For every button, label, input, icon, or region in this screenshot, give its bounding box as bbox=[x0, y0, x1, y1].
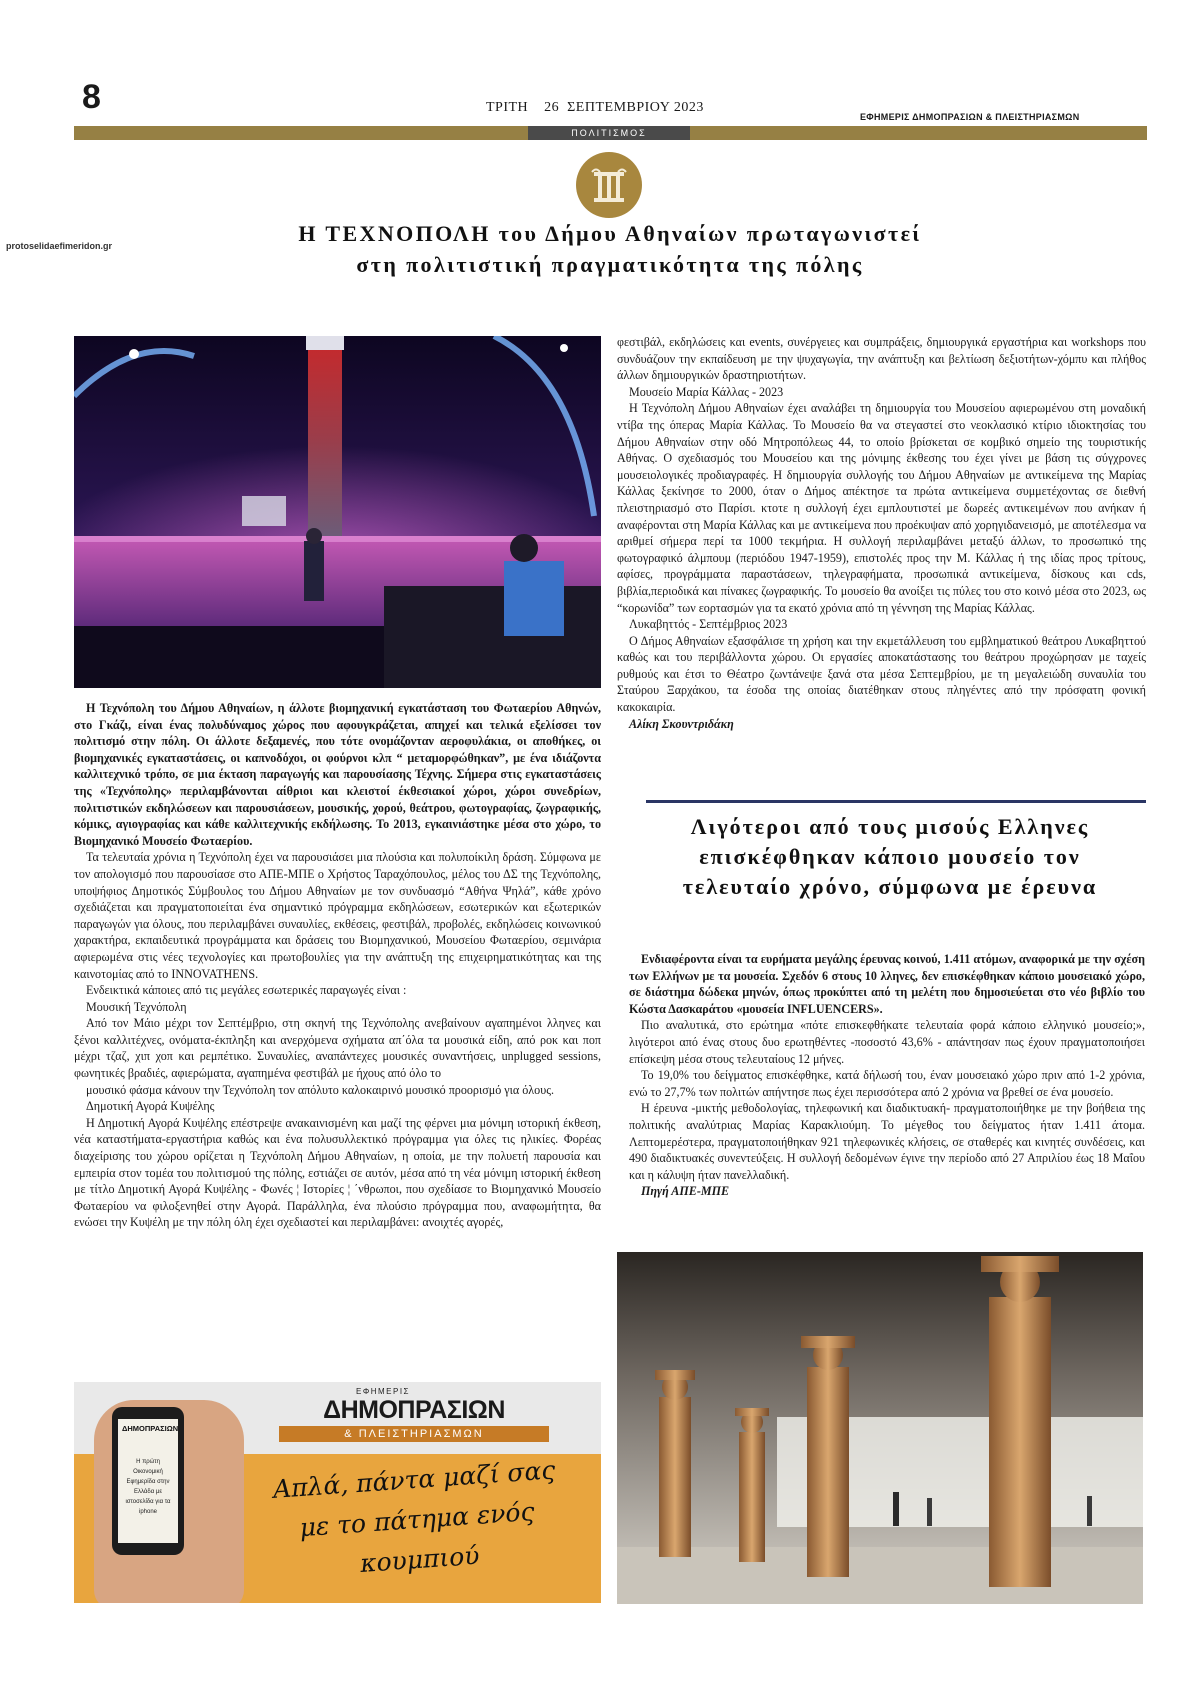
ad-label: ΕΦΗΜΕΡΙΣ bbox=[356, 1387, 410, 1396]
paragraph: Ο Δήμος Αθηναίων εξασφάλισε τη χρήση και την εκμετάλλευση του εμβληματικού θεάτρου Λυκαβηττού καθώς και του περιβάλλοντα χώρου. Οι εργασίες αποκατάστασης του θεάτρου προχώρησαν με ταχείς ρυθμούς και έτσι το Θέατρο ζωντάνεψε ξανά στα μέσα Σεπτεμβρίου, με τη μεγαλειώδη συναυλία του Σταύρου Ξαρχάκου, τα έσοδα της οποίας διατέθηκαν στους πληγέντες από την πρόσφατη φονική κακοκαιρία. bbox=[617, 633, 1146, 715]
ad-slogan-line: με το πάτημα ενός κουμπιού bbox=[298, 1496, 536, 1579]
paragraph: Η έρευνα -μικτής μεθοδολογίας, τηλεφωνική και διαδικτυακή- πραγματοποιήθηκε με την βοήθεια της πολιτικής αναλύτριας Μαρίας Καρακλιούμη. Το μέγεθος του δείγματος ήταν 1.411 άτομα. Λεπτομερέστερα, πραγματοποιήθηκαν 921 τηλεφωνικές κλήσεις, σε σταθερές και κινητές συνδέσεις, και 490 διαδικτυακές συνεντεύξεις. Η συλλογή δεδομένων έγινε την περίοδο από 27 Απριλίου έως 18 Μαΐου και η κάλυψη ήταν πανελλαδική. bbox=[629, 1101, 1145, 1182]
subheading: Μουσείο Μαρία Κάλλας - 2023 bbox=[629, 384, 784, 399]
paragraph: Ενδεικτικά κάποιες από τις μεγάλες εσωτερικές παραγωγές είναι : bbox=[86, 983, 407, 998]
article1-left-column bbox=[74, 700, 601, 1231]
paragraph: Η Τεχνόπολη Δήμου Αθηναίων έχει αναλάβει τη δημιουργία του Μουσείου αφιερωμένου στη μοναδική ντίβα της όπερας Μαρία Κάλλας. Το Μουσείο θα να στεγαστεί στο νεοκλασικό κτίριο ιδιοκτησίας του Δήμου Αθηναίων στην οδό Μητροπόλεως 44, το οποίο βρίσκεται σε κομβικό σημείο της τουριστικής Αθήνας. Ο σχεδιασμός του Μουσείου και της μόνιμης έκθεσης του έχει γίνει με βάση τις σύγχρονες μουσειολογικές προδιαγραφές. Η δημιουργία συλλογής του Δήμου Αθηναίων με αντικείμενα της Μαρίας Κάλλας ξεκίνησε το 2000, όταν ο Δήμος απέκτησε τα πρώτα αντικείμενα συμμετέχοντας σε διεθνή πλειστηριασμό στο Παρίσι. κτοτε η συλλογή έχει εμπλουτιστεί με δωρεές αντικειμένων που ανήκαν ή αναφέρονται στη Μαρία Κάλλας και με αντικείμενα που προέκυψαν από χορηγιδανεισμό, με αποτέλεσμα να αριθμεί σήμερα περί τα 1000 τεκμήρια. Η συλλογή περιλαμβάνει μεταξύ άλλων, το προσωπικό της φωτογραφικό άλμπουμ (περιόδου 1947-1959), επιστολές προς την Μ. Κάλλας ή της ιδίας προς τρίτους, αφίσες, προγράμματα παραστάσεων, τηλεγραφήματα, προσωπικά αντικείμενα, δίσκους και cds, βιβλία,περιοδικά και πίνακες ζωγραφικής. Το μουσείο θα ανοίξει τις πύλες του στο κοινό μέσα στο 2023, ως “κορωνίδα” των εορτασμών για τα εκατό χρόνια από τη γέννηση της Μαρίας Κάλλας. bbox=[617, 401, 1146, 615]
smartphone-icon bbox=[112, 1407, 184, 1555]
ad-slogan bbox=[238, 1448, 596, 1592]
source-url: protoselidaefimeridon.gr bbox=[6, 241, 113, 251]
headline-line: Η ΤΕΧΝΟΠΟΛΗ του Δήμου Αθηναίων πρωταγωνιστεί bbox=[298, 221, 922, 246]
paragraph: Από τον Μάιο μέχρι τον Σεπτέμβριο, στη σκηνή της Τεχνόπολης ανεβαίνουν αγαπημένοι λληνες και ξένοι καλλιτέχνες, ονόματα-έκπληξη και ανερχόμενα σχήματα απ΄όλα τα μουσικά είδη, από ροκ και ποπ μέχρι τζαζ, χιπ χοπ και ρεμπέτικο. Συναυλίες, αναπάντεχες μουσικές συναντήσεις, unplugged sessions, φωνητικές βραδιές, αφιερώματα, αγαπημένα φεστιβάλ με ήχους από όλο το bbox=[74, 1016, 601, 1081]
column-seal-icon bbox=[576, 152, 642, 218]
ad-masthead: ΔΗΜΟΠΡΑΣΙΩΝ bbox=[323, 1396, 505, 1424]
headline-line: επισκέφθηκαν κάποιο μουσείο τον bbox=[699, 844, 1081, 869]
paragraph: Πιο αναλυτικά, στο ερώτημα «πότε επισκεφθήκατε τελευταία φορά κάποιο ελληνικό μουσείο;», λιγότεροι από ένας στους δυο ερωτηθέντες -ποσοστό 43,6% - απάντησαν πως έχουν πραγματοποιήσει επίσκεψη μέσα στους τελευταίους 12 μήνες. bbox=[629, 1018, 1145, 1066]
ad-slogan-line: Απλά, πάντα μαζί σας bbox=[272, 1455, 557, 1504]
paragraph: Η Δημοτική Αγορά Κυψέλης επέστρεψε ανακαινισμένη και μαζί της φέρνει μια μόνιμη ιστορική έκθεση, νέα καταστήματα-εργαστήρια καθώς και ένα πολυσυλλεκτικό πρόγραμμα για όλες τις ηλικίες. Φορέας διαχείρισης του χώρου ορίζεται η Τεχνόπολη Δήμου Αθηναίων, η οποία, με την πολυετή παρουσία και εμπειρία στον τομέα του πολιτισμού της πόλης, εστιάζει σε αυτόν, μέσα από τη νέα μόνιμη ιστορική έκθεση με τίτλο Δημοτική Αγορά Κυψέλης - Φωνές ¦ Ιστορίες ¦ ΄νθρωποι, που σχεδίασε το Βιομηχανικό Μουσείο Φωταερίου να φιλοξενηθεί στην Αγορά. Παράλληλα, ένα πλούσιο πρόγραμμα που, αναφωμήτητα, θα ενώσει την Κυψέλη με την πόλη όλη έχει σχεδιαστεί και περιλαμβάνει: ανοιχτές αγορές, bbox=[74, 1115, 601, 1230]
headline-line: στη πολιτιστική πραγματικότητα της πόλης bbox=[356, 252, 864, 277]
phone-text: Η πρώτη Οικονομική Εφημερίδα στην Ελλάδα με ιστοσελίδα για τα iphone bbox=[125, 1459, 171, 1515]
subheading: Λυκαβηττός - Σεπτέμβριος 2023 bbox=[629, 617, 788, 632]
phone-masthead: ΔΗΜΟΠΡΑΣΙΩΝ bbox=[122, 1424, 179, 1433]
headline-line: τελευταίο χρόνο, σύμφωνα με έρευνα bbox=[682, 874, 1098, 899]
page-number: 8 bbox=[82, 78, 101, 116]
subheading: Μουσική Τεχνόπολη bbox=[86, 999, 187, 1014]
phone-screen bbox=[118, 1419, 178, 1543]
concert-photo bbox=[74, 336, 601, 688]
article1-lead: Η Τεχνόπολη του Δήμου Αθηναίων, η άλλοτε βιομηχανική εγκατάσταση του Φωταερίου Αθηνών, στο Γκάζι, είναι ένας πολυδύναμος χώρος που αφουγκράζεται, απηχεί και τελικά εξελίσσει τον πολιτισμό στην πόλη. Οι άλλοτε δεξαμενές, που τότε ονομάζονταν αεροφυλάκια, οι αποθήκες, οι βιομηχανικές εγκαταστάσεις, οι καπνοδόχοι, οι φούρνοι κλπ “ μεταμορφώθηκαν”, με ένα ιδιάζοντα καλλιτεχνικό τρόπο, σε μια έκταση παραγωγής και παρουσίασης Τέχνης. Σήμερα στις εγκαταστάσεις της «Τεχνόπολης» περιλαμβάνονται αίθριοι και κλειστοί έκθεσιακοί χώροι, χώροι συνεδρίων, πολιτιστικών εκδηλώσεων και παρουσιάσεων, μουσικής, χορού, θεάτρου, φωτογραφίας, ζωγραφικής, κόμικς, αγιογραφίας και κάθε καλλιτεχνικής εκδήλωσης. Το 2013, εγκαινιάστηκε μέσα στο χώρο, το Βιομηχανικό Μουσείο Φωταερίου. bbox=[74, 701, 601, 848]
headline-line: Λιγότεροι από τους μισούς Ελληνες bbox=[690, 814, 1090, 839]
section-label: ΠΟΛΙΤΙΣΜΟΣ bbox=[528, 126, 690, 140]
dateline: ΤΡΙΤΗ 26 ΣΕΠΤΕΜΒΡΙΟΥ 2023 bbox=[486, 100, 704, 115]
paragraph: Τα τελευταία χρόνια η Τεχνόπολη έχει να παρουσιάσει μια πλούσια και πολυποίκιλη δράση. Σύμφωνα με τον απολογισμό που παρουσίασε στο ΑΠΕ-ΜΠΕ ο Χρήστος Ταραχόπουλος, μέλος του ΔΣ της Τεχνόπολης, υποψήφιος Δημοτικός Σύμβουλος του Δήμου Αθηναίων με τον συνδυασμό “Αθήνα Ψηλά”, κάθε χρόνο σχεδιάζεται και πραγματοποιείται ένα σημαντικό πρόγραμμα εκδηλώσεων, εσωτερικών και εξωτερικών παραγωγών για όλους, που περιλαμβάνει συναυλίες, εκθέσεις, φεστιβάλ, προβολές, εκδηλώσεις κοινωνικού χαρακτήρα, εκπαιδευτικά προγράμματα και δράσεις του Βιομηχανικού, Μουσείου Φωταερίου, σεμινάρια αφιερωμένα στις νέες τεχνολογίες και πρωτοβουλίες για την ανάπτυξη της επιχειρηματικότητας και της καινοτομίας από το INNOVATHENS. bbox=[74, 850, 601, 981]
article1-headline bbox=[150, 218, 1070, 280]
author-signature: Αλίκη Σκουντριδάκη bbox=[629, 716, 734, 731]
article-divider bbox=[646, 800, 1146, 803]
article2-lead: Ενδιαφέροντα είναι τα ευρήματα μεγάλης έρευνας κοινού, 1.411 ατόμων, αναφορικά με την σχέση των Ελλήνων με τα μουσεία. Σχεδόν 6 στους 10 λληνες, δεν επισκέφθηκαν κάποιο μουσειακό χώρο, σε διάστημα δώδεκα μηνών, όπως προκύπτει από τη μελέτη που δημοσιεύεται στο νέο βιβλίο του Κώστα Δασκαράτου «μουσεία INFLUENCERS». bbox=[629, 952, 1145, 1016]
caryatids-museum-photo bbox=[617, 1252, 1143, 1604]
paragraph: Το 19,0% του δείγματος επισκέφθηκε, κατά δήλωσή του, έναν μουσειακό χώρο πριν από 1-2 χρόνια, ενώ το 27,7% των πολιτών απήντησε πως έχει περισσότερα από 2 χρόνια να βρεθεί σε ένα μουσείο. bbox=[629, 1068, 1145, 1099]
paragraph: μουσικό φάσμα κάνουν την Τεχνόπολη τον απόλυτο καλοκαιρινό μουσικό προορισμό για όλους. bbox=[86, 1082, 555, 1097]
subheading: Δημοτική Αγορά Κυψέλης bbox=[86, 1099, 215, 1114]
newspaper-advertisement[interactable] bbox=[74, 1382, 601, 1603]
article2-headline bbox=[630, 812, 1150, 902]
ad-masthead-sub: & ΠΛΕΙΣΤΗΡΙΑΣΜΩΝ bbox=[279, 1426, 549, 1442]
article2-body bbox=[629, 951, 1145, 1200]
caryatid-statue bbox=[655, 1370, 695, 1557]
paragraph: φεστιβάλ, εκδηλώσεις και events, συνέργειες και συμπράξεις, δημιουργικά εργαστήρια και workshops που συνδυάζουν την εκπαίδευση με την ψυχαγωγία, την ανάπτυξη και βελτίωση δεξιοτήτων-χόμπυ και πλήθος άλλων δημιουργικών δραστηριοτήτων. bbox=[617, 335, 1146, 383]
article1-right-column bbox=[617, 334, 1146, 732]
masthead-small: ΕΦΗΜΕΡΙΣ ΔΗΜΟΠΡΑΣΙΩΝ & ΠΛΕΙΣΤΗΡΙΑΣΜΩΝ bbox=[860, 112, 1080, 122]
article2-source: Πηγή ΑΠΕ-ΜΠΕ bbox=[641, 1184, 730, 1199]
